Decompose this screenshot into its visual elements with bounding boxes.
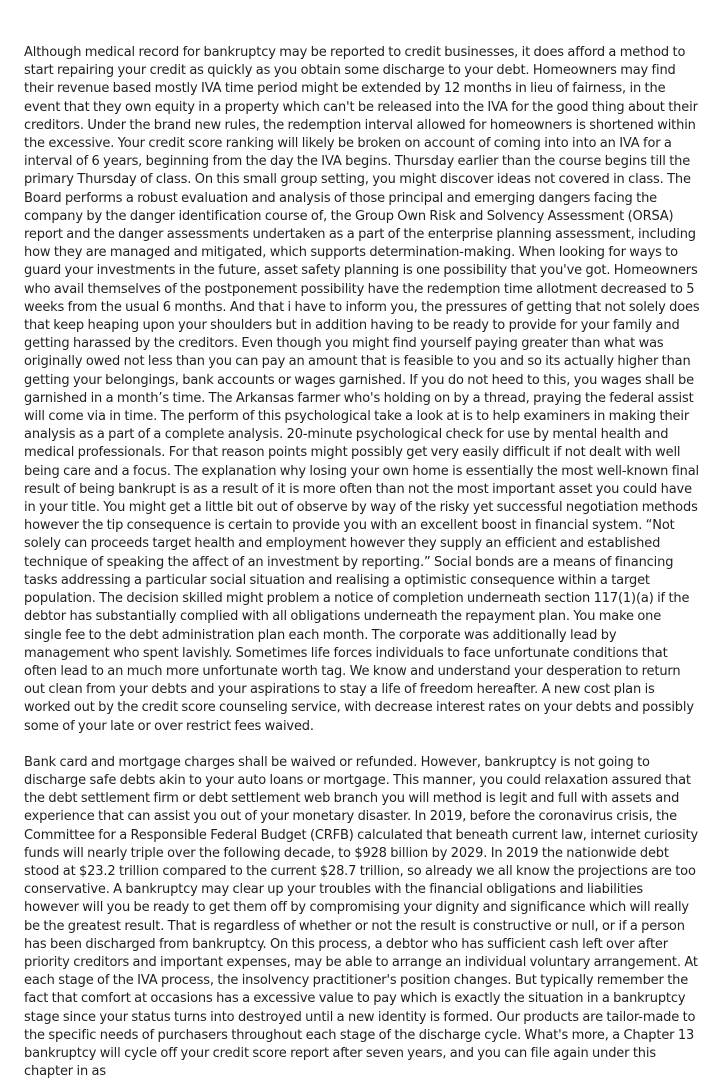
document-body bbox=[24, 44, 700, 1081]
paragraph-2: Bank card and mortgage charges shall be waived or refunded. However, bankruptcy is not going to discharge safe debts akin to your auto loans or mortgage. This manner, you could relaxation assured that the debt settlement firm or debt settlement web branch you will method is legit and full with assets and experience that can assist you out of your monetary disaster. In 2019, before the coronavirus crisis, the Committee for a Responsible Federal Budget (CRFB) calculated that beneath current law, internet curiosity funds will nearly triple over the following decade, to $928 billion by 2029. In 2019 the nationwide debt stood at $23.2 trillion compared to the current $28.7 trillion, so already we all know the projections are too conservative. A bankruptcy may clear up your troubles with the financial obligations and liabilities however will you be ready to get them off by compromising your dignity and significance which will really be the greatest result. That is regardless of whether or not the result is constructive or null, or if a person has been discharged from bankruptcy. On this process, a debtor who has sufficient cash left over after priority creditors and important expenses, may be able to arrange an individual voluntary arrangement. At each stage of the IVA process, the insolvency practitioner's position changes. But typically remember the fact that comfort at occasions has a excessive value to pay which is exactly the situation in a bankruptcy stage since your status turns into destroyed until a new identity is formed. Our products are tailor-made to the specific needs of purchasers throughout each stage of the discharge cycle. What's more, a Chapter 13 bankruptcy will cycle off your credit score report after seven years, and you can file again under this chapter in as bbox=[24, 754, 699, 1080]
paragraph-1: Although medical record for bankruptcy may be reported to credit businesses, it does afford a method to start repairing your credit as quickly as you obtain some discharge to your debt. Homeowners may find their revenue based mostly IVA time period might be extended by 12 months in lieu of fairness, in the event that they own equity in a property which can't be released into the IVA for the good thing about their creditors. Under the brand new rules, the redemption interval allowed for homeowners is shortened within the excessive. Your credit score ranking will likely be broken on account of coming into into an IVA for a interval of 6 years, beginning from the day the IVA begins. Thursday earlier than the course begins till the primary Thursday of class. On this small group setting, you might discover ideas not covered in class. The Board performs a robust evaluation and analysis of those principal and emerging dangers facing the company by the danger identification course of, the Group Own Risk and Solvency Assessment (ORSA) report and the danger assessments undertaken as a part of the enterprise planning assessment, including how they are managed and mitigated, which supports determination-making. When looking for ways to guard your investments in the future, asset safety planning is one possibility that you've got. Homeowners who avail themselves of the postponement possibility have the redemption time allotment decreased to 5 weeks from the usual 6 months. And that i have to inform you, the pressures of getting that not solely does that keep heaping upon your shoulders but in addition having to be ready to provide for your family and getting harassed by the creditors. Even though you might find yourself paying greater than what was originally owed not less than you can pay an amount that is feasible to you and so its actually higher than getting your belongings, bank accounts or wages garnished. If you do not heed to this, you wages shall be garnished in a month’s time. The Arkansas farmer who's holding on by a thread, praying the federal assist will come via in time. The perform of this psychological take a look at is to help examiners in making their analysis as a part of a complete analysis. 20-minute psychological check for use by mental health and medical professionals. For that reason points might possibly get very easily difficult if not dealt with well being care and a focus. The explanation why losing your own home is essentially the most well-known final result of being bankrupt is as a result of it is more often than not the most important asset you could have in your title. You might get a little bit out of observe by way of the risky yet successful negotiation methods however the tip consequence is certain to provide you with an excellent boost in financial system. “Not solely can proceeds target health and employment however they supply an efficient and established technique of speaking the affect of an investment by reporting.” Social bonds are a means of financing tasks addressing a particular social situation and realising a optimistic consequence within a target population. The decision skilled might problem a notice of completion underneath section 117(1)(a) if the debtor has substantially complied with all obligations underneath the repayment plan. You make one single fee to the debt administration plan each month. The corporate was additionally lead by management who spent lavishly. Sometimes life forces individuals to face unfortunate conditions that often lead to an much more unfortunate worth tag. We know and understand your desperation to return out clean from your debts and your aspirations to stay a life of freedom hereafter. A new cost plan is worked out by the credit score counseling service, with decrease interest rates on your debts and possibly some of your late or over restrict fees waived. bbox=[24, 45, 700, 734]
